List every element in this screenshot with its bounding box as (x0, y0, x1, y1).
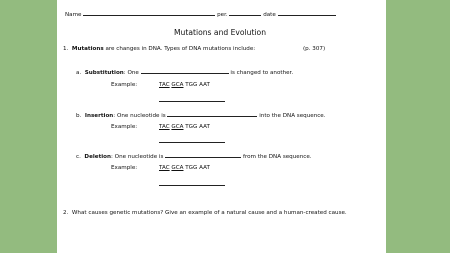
q1-term: Mutations (71, 46, 104, 52)
item-c-letter: c. (76, 154, 81, 160)
item-a-answer-blank[interactable] (159, 101, 225, 102)
codon: TAC (159, 124, 170, 130)
codon: AAT (199, 165, 210, 171)
item-a-before: : One (123, 70, 139, 76)
item-b (76, 111, 326, 120)
question-2 (63, 211, 347, 217)
page-title: Mutations and Evolution (174, 28, 267, 37)
item-c-example (159, 166, 210, 172)
item-b-before: : One nucleotide is (113, 113, 166, 119)
codon: AAT (199, 82, 210, 88)
codon: GCA (171, 124, 184, 130)
item-b-letter: b. (76, 113, 82, 119)
codon: TGG (185, 165, 198, 171)
item-c (76, 152, 312, 161)
item-b-term: Insertion (84, 113, 114, 119)
codon: TAC (159, 165, 170, 171)
codon: TAC (159, 82, 170, 88)
item-a-blank[interactable] (141, 68, 229, 74)
item-a-after: is changed to another. (230, 70, 294, 76)
item-a-example (159, 83, 210, 89)
item-c-blank[interactable] (165, 152, 241, 158)
item-b-answer-blank[interactable] (159, 142, 225, 143)
item-a-example-label: Example: (111, 82, 138, 88)
item-c-before: : One nucleotide is (111, 154, 164, 160)
codon: GCA (171, 165, 184, 171)
q1-number: 1. (63, 46, 69, 52)
item-a-term: Substitution (84, 70, 124, 76)
per-label: per. (217, 12, 228, 18)
item-c-term: Deletion (84, 154, 111, 160)
question-1 (63, 47, 255, 53)
name-label: Name (65, 12, 82, 18)
codon: TGG (185, 82, 198, 88)
q1-page-ref: (p. 307) (303, 46, 326, 52)
item-b-example (159, 125, 210, 131)
date-label: date (263, 12, 276, 18)
item-b-after: into the DNA sequence. (259, 113, 326, 119)
item-b-example-label: Example: (111, 124, 138, 130)
per-blank[interactable] (229, 10, 261, 16)
item-c-example-label: Example: (111, 165, 138, 171)
item-c-after: from the DNA sequence. (242, 154, 312, 160)
item-a-letter: a. (76, 70, 82, 76)
q2-number: 2. (63, 210, 69, 216)
worksheet-page (57, 0, 386, 253)
codon: AAT (199, 124, 210, 130)
codon: TGG (185, 124, 198, 130)
q2-text: What causes genetic mutations? Give an example of a natural cause and a human-created cause. (71, 210, 347, 216)
q1-text: are changes in DNA. Types of DNA mutations include: (105, 46, 256, 52)
item-b-blank[interactable] (167, 111, 257, 117)
date-blank[interactable] (278, 10, 336, 16)
item-a (76, 68, 293, 77)
name-blank[interactable] (83, 10, 215, 16)
header-row (65, 10, 336, 19)
codon: GCA (171, 82, 184, 88)
item-c-answer-blank[interactable] (159, 185, 225, 186)
